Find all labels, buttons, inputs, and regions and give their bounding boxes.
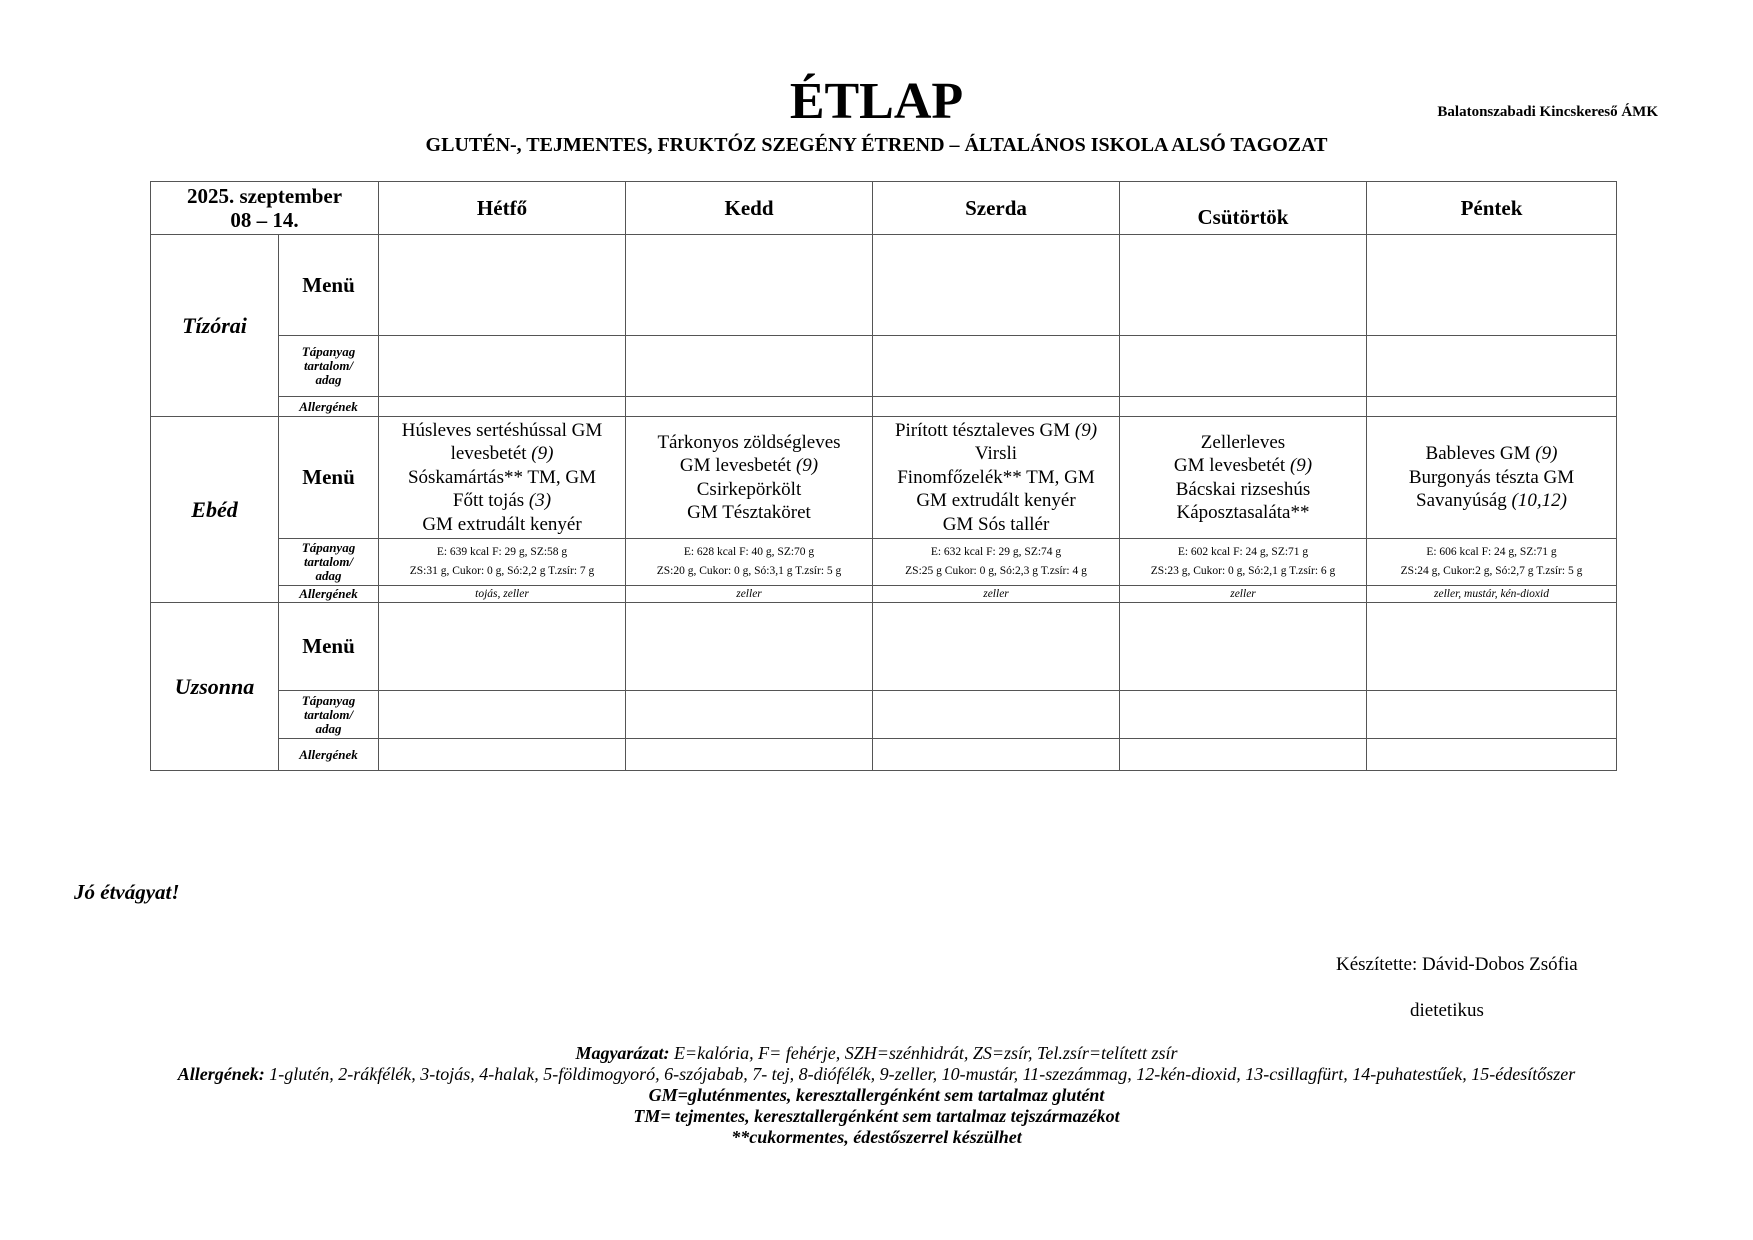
dish-line bbox=[381, 419, 623, 443]
nutrient-cell bbox=[1120, 336, 1367, 397]
lunch-allergens-wednesday: zeller bbox=[873, 586, 1120, 603]
dish-line bbox=[1369, 466, 1614, 490]
dish-name: GM levesbetét bbox=[1173, 455, 1290, 476]
table-row bbox=[151, 235, 1617, 336]
dish-name: Savanyúság bbox=[1416, 490, 1512, 512]
dish-line bbox=[628, 431, 870, 455]
table-row bbox=[151, 417, 1617, 539]
row-label-nutrients bbox=[279, 336, 379, 397]
nutrient-cell bbox=[626, 691, 873, 739]
nutrient-cell bbox=[873, 336, 1120, 397]
dish-line bbox=[381, 442, 623, 466]
row-label-nutrients bbox=[279, 691, 379, 739]
dish-line bbox=[875, 442, 1117, 466]
menu-cell bbox=[1120, 235, 1367, 336]
day-header-wednesday: Szerda bbox=[873, 182, 1120, 235]
dish-allergen-code: (3) bbox=[528, 490, 552, 512]
dish-allergen-code: (10,12) bbox=[1511, 490, 1567, 512]
dish-name: Burgonyás tészta GM bbox=[1408, 466, 1575, 488]
dish-line bbox=[628, 478, 870, 502]
nutrients-line2: ZS:25 g Cukor: 0 g, Só:2,3 g T.zsír: 4 g bbox=[905, 565, 1087, 577]
nutrients-line1: E: 632 kcal F: 29 g, SZ:74 g bbox=[930, 546, 1062, 558]
allergen-cell bbox=[626, 739, 873, 771]
allergen-cell bbox=[1367, 397, 1617, 417]
dish-allergen-code: (9) bbox=[1289, 455, 1313, 476]
lunch-menu-tuesday bbox=[626, 417, 873, 539]
table-row bbox=[151, 586, 1617, 603]
row-label-menu: Menü bbox=[279, 235, 379, 336]
nutrient-label-line3: adag bbox=[315, 372, 342, 387]
dish-name: GM extrudált kenyér bbox=[422, 513, 582, 535]
lunch-allergens-monday: tojás, zeller bbox=[379, 586, 626, 603]
row-label-allergens: Allergének bbox=[279, 586, 379, 603]
tm-note: TM= tejmentes, keresztallergénként sem tartalmaz tejszármazékot bbox=[633, 1106, 1120, 1126]
nutrients-line1: E: 639 kcal F: 29 g, SZ:58 g bbox=[436, 546, 568, 558]
menu-cell bbox=[626, 235, 873, 336]
meal-label-uzsonna: Uzsonna bbox=[151, 603, 279, 771]
dish-line bbox=[1122, 501, 1364, 525]
dish-line bbox=[875, 419, 1117, 443]
allergen-cell bbox=[1367, 739, 1617, 771]
prepared-by: Készítette: Dávid-Dobos Zsófia bbox=[1336, 954, 1578, 975]
dish-line bbox=[1122, 431, 1364, 455]
dish-name: Zellerleves bbox=[1200, 431, 1286, 453]
dish-allergen-code: (9) bbox=[1535, 443, 1558, 465]
menu-table bbox=[150, 181, 1617, 771]
dish-line bbox=[1369, 489, 1614, 513]
nutrient-label-line2: tartalom/ bbox=[303, 706, 354, 722]
table-row bbox=[151, 397, 1617, 417]
lunch-nutrients-monday bbox=[379, 539, 626, 586]
row-label-menu: Menü bbox=[279, 603, 379, 691]
lunch-allergens-thursday: zeller bbox=[1120, 586, 1367, 603]
allergen-cell bbox=[1120, 397, 1367, 417]
day-header-friday: Péntek bbox=[1367, 182, 1617, 235]
nutrients-line1: E: 602 kcal F: 24 g, SZ:71 g bbox=[1177, 546, 1309, 558]
table-row bbox=[151, 603, 1617, 691]
dish-line bbox=[628, 454, 870, 478]
nutrient-cell bbox=[1367, 691, 1617, 739]
nutrients-line1: E: 606 kcal F: 24 g, SZ:71 g bbox=[1426, 546, 1557, 558]
row-label-menu: Menü bbox=[279, 417, 379, 539]
sugar-note: **cukormentes, édestőszerrel készülhet bbox=[731, 1127, 1022, 1147]
nutrient-label-line1: Tápanyag bbox=[301, 344, 356, 359]
table-row bbox=[151, 539, 1617, 586]
row-label-nutrients bbox=[279, 539, 379, 586]
dish-allergen-code: (9) bbox=[1074, 419, 1098, 441]
allergen-cell bbox=[873, 397, 1120, 417]
dish-allergen-code: (9) bbox=[531, 443, 554, 465]
dish-line bbox=[875, 489, 1117, 513]
nutrient-label-line3: adag bbox=[315, 568, 342, 583]
lunch-allergens-tuesday: zeller bbox=[626, 586, 873, 603]
menu-cell bbox=[1367, 603, 1617, 691]
dish-name: Pirított tésztaleves GM bbox=[894, 419, 1075, 441]
dish-name: GM Tésztaköret bbox=[687, 502, 811, 523]
nutrients-line2: ZS:24 g, Cukor:2 g, Só:2,7 g T.zsír: 5 g bbox=[1400, 565, 1583, 577]
legend-explanation bbox=[100, 1043, 1653, 1064]
table-row bbox=[151, 691, 1617, 739]
meal-label-ebed: Ebéd bbox=[151, 417, 279, 603]
table-row bbox=[151, 739, 1617, 771]
dish-name: Finomfőzelék** TM, GM bbox=[897, 466, 1095, 488]
allergen-cell bbox=[873, 739, 1120, 771]
menu-cell bbox=[626, 603, 873, 691]
menu-cell bbox=[379, 235, 626, 336]
gm-note: GM=gluténmentes, keresztallergénként sem tartalmaz glutént bbox=[648, 1085, 1105, 1105]
day-header-tuesday: Kedd bbox=[626, 182, 873, 235]
dish-line bbox=[1122, 478, 1364, 502]
lunch-menu-thursday bbox=[1120, 417, 1367, 539]
lunch-nutrients-wednesday bbox=[873, 539, 1120, 586]
page-subtitle: GLUTÉN-, TEJMENTES, FRUKTÓZ SZEGÉNY ÉTREND – ÁLTALÁNOS ISKOLA ALSÓ TAGOZAT bbox=[425, 134, 1328, 156]
allergen-cell bbox=[626, 397, 873, 417]
lunch-nutrients-tuesday bbox=[626, 539, 873, 586]
organization-name: Balatonszabadi Kincskereső ÁMK bbox=[1437, 104, 1658, 120]
lunch-menu-wednesday bbox=[873, 417, 1120, 539]
dish-name: Húsleves sertéshússal GM bbox=[401, 419, 603, 441]
allergens-title: Allergének: bbox=[177, 1064, 265, 1084]
menu-cell bbox=[1367, 235, 1617, 336]
legend-text: E=kalória, F= fehérje, SZH=szénhidrát, ZS=zsír, Tel.zsír=telített zsír bbox=[669, 1043, 1178, 1063]
allergens-text: 1-glutén, 2-rákfélék, 3-tojás, 4-halak, 5-földimogyoró, 6-szójabab, 7- tej, 8-diófélék, 9-zeller, 10-mustár, 11-szezámmag, 12-kén-dioxid, 13-csillagfürt, 14-puhatestűek, 15-édesítőszer bbox=[264, 1064, 1576, 1084]
menu-cell bbox=[873, 235, 1120, 336]
nutrient-cell bbox=[1367, 336, 1617, 397]
nutrient-cell bbox=[626, 336, 873, 397]
allergen-cell bbox=[379, 739, 626, 771]
nutrients-line2: ZS:23 g, Cukor: 0 g, Só:2,1 g T.zsír: 6 g bbox=[1150, 565, 1336, 577]
dish-name: levesbetét bbox=[450, 443, 532, 465]
dish-name: GM Sós tallér bbox=[942, 513, 1050, 535]
dish-allergen-code: (9) bbox=[795, 455, 819, 476]
nutrients-line2: ZS:31 g, Cukor: 0 g, Só:2,2 g T.zsír: 7 g bbox=[409, 565, 595, 577]
allergen-cell bbox=[1120, 739, 1367, 771]
row-label-allergens: Allergének bbox=[279, 739, 379, 771]
nutrient-cell bbox=[1120, 691, 1367, 739]
nutrients-line1: E: 628 kcal F: 40 g, SZ:70 g bbox=[683, 546, 815, 558]
dish-name: Csirkepörkölt bbox=[696, 478, 802, 500]
week-range bbox=[151, 182, 379, 235]
nutrient-label-line1: Tápanyag bbox=[301, 540, 356, 555]
week-range-line1: 2025. szeptember bbox=[186, 184, 343, 208]
nutrient-label-line1: Tápanyag bbox=[301, 692, 356, 708]
dish-name: Bableves GM bbox=[1425, 443, 1536, 465]
day-header-thursday: Csütörtök bbox=[1120, 182, 1367, 235]
dish-line bbox=[381, 466, 623, 490]
day-header-monday: Hétfő bbox=[379, 182, 626, 235]
dish-line bbox=[381, 513, 623, 537]
bon-appetit: Jó étvágyat! bbox=[74, 880, 180, 904]
table-row bbox=[151, 336, 1617, 397]
menu-cell bbox=[1120, 603, 1367, 691]
dish-name: GM extrudált kenyér bbox=[916, 490, 1076, 512]
dish-line bbox=[875, 513, 1117, 537]
legend-allergens bbox=[100, 1064, 1653, 1085]
dish-name: Virsli bbox=[974, 443, 1018, 465]
nutrient-cell bbox=[379, 691, 626, 739]
lunch-allergens-friday: zeller, mustár, kén-dioxid bbox=[1367, 586, 1617, 603]
dish-line bbox=[1369, 442, 1614, 466]
menu-cell bbox=[873, 603, 1120, 691]
dish-line bbox=[381, 489, 623, 513]
nutrient-cell bbox=[873, 691, 1120, 739]
dish-name: Tárkonyos zöldségleves bbox=[657, 431, 841, 453]
nutrient-label-line2: tartalom/ bbox=[303, 554, 354, 569]
dish-line bbox=[628, 501, 870, 525]
lunch-menu-friday bbox=[1367, 417, 1617, 539]
nutrient-cell bbox=[379, 336, 626, 397]
lunch-menu-monday bbox=[379, 417, 626, 539]
author-role: dietetikus bbox=[1410, 1000, 1484, 1021]
lunch-nutrients-friday bbox=[1367, 539, 1617, 586]
page-title: ÉTLAP bbox=[789, 73, 964, 130]
day-header-row bbox=[151, 182, 1617, 235]
row-label-allergens: Allergének bbox=[279, 397, 379, 417]
allergen-cell bbox=[379, 397, 626, 417]
dish-name: Főtt tojás bbox=[452, 490, 529, 512]
nutrient-label-line3: adag bbox=[315, 720, 342, 736]
legend-title: Magyarázat: bbox=[575, 1043, 670, 1063]
legend bbox=[100, 1043, 1653, 1148]
meal-label-tizorai: Tízórai bbox=[151, 235, 279, 417]
dish-line bbox=[1122, 454, 1364, 478]
dish-name: Bácskai rizseshús bbox=[1175, 478, 1311, 500]
week-range-line2: 08 – 14. bbox=[230, 208, 299, 232]
lunch-nutrients-thursday bbox=[1120, 539, 1367, 586]
dish-line bbox=[875, 466, 1117, 490]
nutrient-label-line2: tartalom/ bbox=[303, 358, 354, 373]
nutrients-line2: ZS:20 g, Cukor: 0 g, Só:3,1 g T.zsír: 5 g bbox=[656, 565, 842, 577]
dish-name: Sóskamártás** TM, GM bbox=[407, 466, 597, 488]
dish-name: GM levesbetét bbox=[679, 455, 796, 476]
dish-name: Káposztasaláta** bbox=[1176, 502, 1310, 523]
menu-cell bbox=[379, 603, 626, 691]
